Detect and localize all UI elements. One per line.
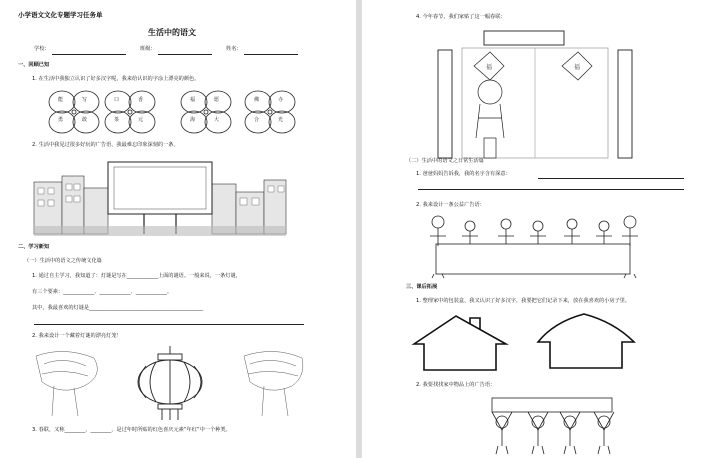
- section-1-title: 一、回顾已知: [18, 62, 50, 68]
- riddle-answer-line[interactable]: [34, 324, 304, 325]
- flower-char: 写: [82, 97, 88, 103]
- flower-char: 元: [138, 117, 144, 123]
- name-meaning-line-2[interactable]: [418, 189, 684, 190]
- flower-char: 敢: [82, 117, 88, 123]
- box-carrying-illustration[interactable]: [482, 396, 622, 454]
- flower-char: 合: [254, 117, 260, 123]
- name-meaning-line-1[interactable]: [538, 178, 684, 179]
- school-field[interactable]: [52, 54, 126, 55]
- flower-char: 寺: [278, 97, 284, 103]
- s3-question-2: 2. 我要找找家中物品上的广告语：: [416, 382, 496, 388]
- r-subtitle-2: （二）生活中的语文之日常生活篇: [406, 158, 484, 164]
- r-question-1: 1. 爸爸妈妈告诉我，我的名字含有深意：: [416, 171, 511, 177]
- fu-character: 福: [574, 64, 581, 71]
- doc-title: 小学语文文化专题学习任务单: [18, 11, 103, 19]
- kids-holding-banner-illustration[interactable]: [426, 214, 640, 278]
- s1-question-1: 1. 在生活中我独立认识了好多汉字呢，我来给认识的字涂上漂亮的颜色。: [32, 76, 200, 82]
- s2-question-3: 3. 春联，又称________，________，是过年时所贴的红色喜庆元素“年红”中一个种类。: [32, 427, 231, 433]
- street-billboard-illustration: [34, 162, 286, 236]
- s2-question-1: 1. 通过自主学习，我知道了：灯谜是写在____________上面的谜语。一般来说，一条灯谜，: [32, 273, 241, 279]
- fu-character: 福: [486, 64, 493, 71]
- flower-char: 海: [190, 117, 196, 123]
- flower-char: 福: [190, 97, 196, 103]
- flower-4[interactable]: [240, 88, 300, 136]
- flower-char: 茶: [114, 117, 120, 123]
- school-label: 学校：: [34, 46, 50, 52]
- s1-question-2: 2. 生活中我见过很多好玩的广告语，我最难忘印象深刻的一条。: [32, 142, 179, 148]
- flower-char: 愿: [214, 97, 220, 103]
- worksheet-page-left: [0, 0, 356, 458]
- r-question-2: 2. 我来设计一条公益广告语：: [416, 202, 485, 208]
- flower-char: 勇: [58, 117, 64, 123]
- flower-char: 口: [114, 97, 120, 103]
- section-3-title: 三、课后拓展: [406, 284, 438, 290]
- couplet-horizontal-scroll: [484, 31, 564, 45]
- lantern-illustration[interactable]: [34, 346, 306, 420]
- couplet-right-scroll: [618, 50, 632, 158]
- flower-char: 佛: [254, 97, 260, 103]
- section-2-title: 二、学习新知: [18, 244, 50, 250]
- s2-question-2: 2. 我来设计一个藏着灯谜的漂亮灯笼！: [32, 333, 122, 339]
- s2-question-1-c: 其中，我最喜欢的灯谜是____________________________________________: [32, 305, 204, 311]
- s2-question-1-b: 有三个要素：____________、____________、____________。: [32, 289, 173, 295]
- flower-char: 光: [278, 117, 284, 123]
- r-question-4: 4. 今年春节，我们家贴了这一幅春联：: [416, 14, 506, 20]
- flower-2[interactable]: [100, 88, 160, 136]
- spring-couplet-illustration[interactable]: [438, 28, 632, 160]
- s3-question-1: 1. 整理家中的包装盒，我又认识了好多汉字，我要把它们记录下来，放在我喜欢的小房子里。: [416, 298, 631, 304]
- flower-char: 香: [138, 97, 144, 103]
- class-field[interactable]: [158, 54, 212, 55]
- flower-3[interactable]: [176, 88, 236, 136]
- name-label: 姓名：: [226, 46, 242, 52]
- worksheet-page-right: [362, 0, 715, 458]
- worksheet-heading: 生活中的语文: [148, 28, 196, 37]
- house-outline-1[interactable]: [410, 314, 510, 372]
- house-outline-2[interactable]: [534, 312, 638, 370]
- name-field[interactable]: [244, 54, 298, 55]
- flower-1[interactable]: [44, 88, 104, 136]
- class-label: 班级：: [140, 46, 156, 52]
- flower-char: 能: [58, 97, 64, 103]
- flower-char: 大: [214, 117, 220, 123]
- couplet-left-scroll: [438, 50, 452, 158]
- s2-subtitle-1: （一）生活中的语文之传统文化篇: [24, 258, 102, 264]
